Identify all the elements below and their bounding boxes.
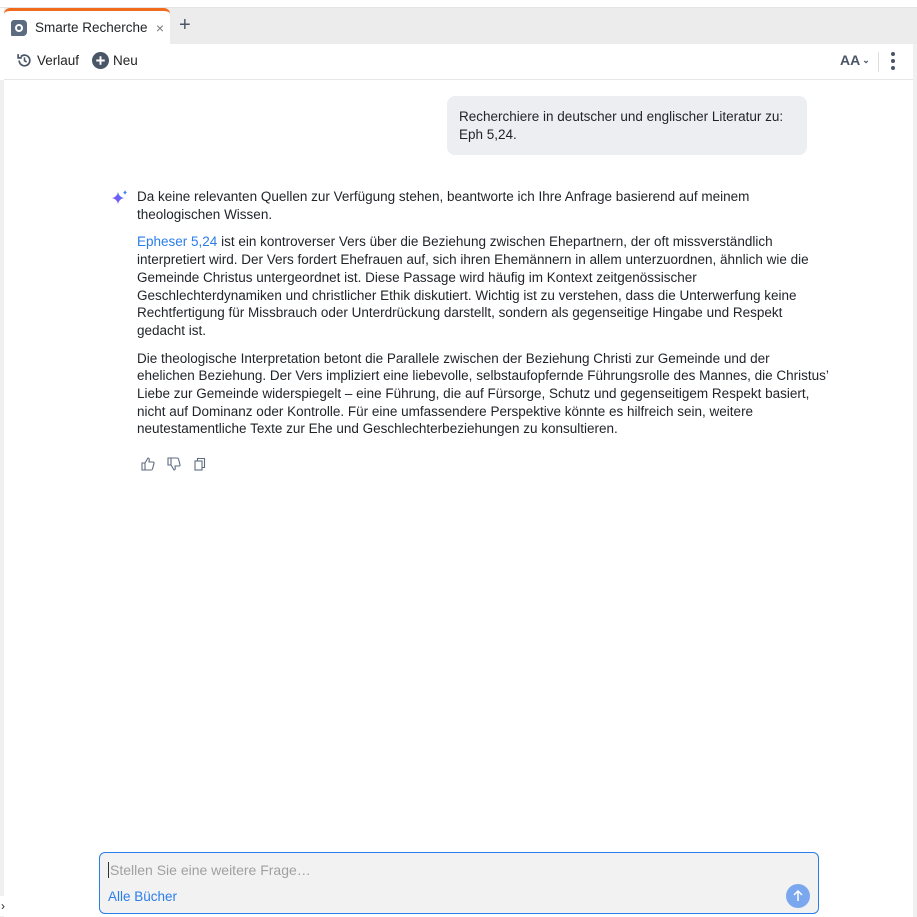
text-line: Die theologische Interpretation betont die Parallele zwischen der Beziehung Christi zur Gemeinde und der xyxy=(137,350,770,366)
scope-selector-all-books[interactable]: Alle Bücher xyxy=(108,889,178,904)
answer-paragraph xyxy=(137,233,817,339)
divider xyxy=(878,52,879,72)
plus-circle-icon xyxy=(92,52,109,69)
tab-label: Smarte Recherche xyxy=(35,20,148,35)
copy-icon[interactable] xyxy=(193,457,207,471)
scrollbar[interactable] xyxy=(913,44,917,917)
user-message xyxy=(447,96,807,155)
text-line: Gemeinde Christus untergeordnet ist. Diese Passage wird häufig im Kontext zeitgenössischer xyxy=(137,269,697,285)
send-button[interactable] xyxy=(786,884,810,908)
search-chat-icon xyxy=(11,20,27,36)
new-button[interactable] xyxy=(92,52,138,69)
text-line: Liebe zur Gemeinde widerspiegelt – eine Führung, die auf Fürsorge, Schutz und gegenseitigem Respekt basiert, xyxy=(137,386,810,402)
text-line: ehelichen Beziehung. Der Vers impliziert eine liebevolle, selbstaufopfernde Führungsrolle des Mannes, die Christus’ xyxy=(137,368,829,384)
history-icon xyxy=(16,52,33,69)
window-top xyxy=(0,0,917,8)
new-tab-button[interactable]: + xyxy=(179,14,191,36)
thumbs-down-icon[interactable] xyxy=(167,457,181,471)
user-message-line: Recherchiere in deutscher und englischer Literatur zu: xyxy=(459,109,784,124)
feedback-actions xyxy=(141,457,207,471)
text-line: neutestamentliche Texte zur Ehe und Geschlechterbeziehungen zu konsultieren. xyxy=(137,421,618,437)
assistant-answer xyxy=(137,188,829,448)
history-label: Verlauf xyxy=(37,53,80,68)
text-line: theologischen Wissen. xyxy=(137,206,273,222)
user-message-line: Eph 5,24. xyxy=(459,127,517,142)
close-tab-icon[interactable]: × xyxy=(155,19,164,36)
text-line: gedacht ist. xyxy=(137,322,207,338)
expand-panel-chevron-icon[interactable]: › xyxy=(0,896,10,916)
font-size-button[interactable] xyxy=(840,52,870,68)
new-label: Neu xyxy=(113,53,138,68)
text-line: nicht auf Dominanz oder Kontrolle. Für eine umfassendere Perspektive könnte es hilfreich sein, weitere xyxy=(137,403,754,419)
answer-paragraph xyxy=(137,350,829,439)
ai-sparkle-icon xyxy=(111,189,129,207)
text-line: Da keine relevanten Quellen zur Verfügung stehen, beantworte ich Ihre Anfrage basierend auf meinem xyxy=(137,189,750,204)
text-line: Rechtfertigung für Missbrauch oder Unterdrückung darstellt, sondern als gegenseitige Hingabe und Respekt xyxy=(137,305,783,321)
font-size-label: AA xyxy=(840,52,861,68)
arrow-up-icon xyxy=(792,890,804,902)
more-options-icon[interactable] xyxy=(891,52,895,70)
question-input-box[interactable] xyxy=(99,852,819,914)
tab-bar xyxy=(4,8,917,44)
answer-paragraph xyxy=(137,188,817,223)
left-panel-edge xyxy=(0,80,4,917)
bible-reference-link[interactable]: Epheser 5,24 xyxy=(137,234,218,250)
history-button[interactable] xyxy=(16,52,79,69)
text-line: interpretiert wird. Der Vers fordert Ehefrauen auf, sich ihren Ehemännern in allem unterzuordnen, ähnlich wie die xyxy=(137,252,809,268)
tab-smarte-recherche[interactable] xyxy=(4,8,170,44)
chevron-down-icon: ⌄ xyxy=(862,54,870,65)
question-input[interactable]: Stellen Sie eine weitere Frage… xyxy=(110,862,311,878)
thumbs-up-icon[interactable] xyxy=(141,457,155,471)
toolbar xyxy=(4,44,913,80)
text-line: ist ein kontroverser Vers über die Beziehung zwischen Ehepartnern, der oft missverständlich xyxy=(217,234,773,250)
text-line: Geschlechterdynamiken und christlicher Ethik diskutiert. Wichtig ist zu verstehen, dass die Unterwerfung keine xyxy=(137,287,797,303)
